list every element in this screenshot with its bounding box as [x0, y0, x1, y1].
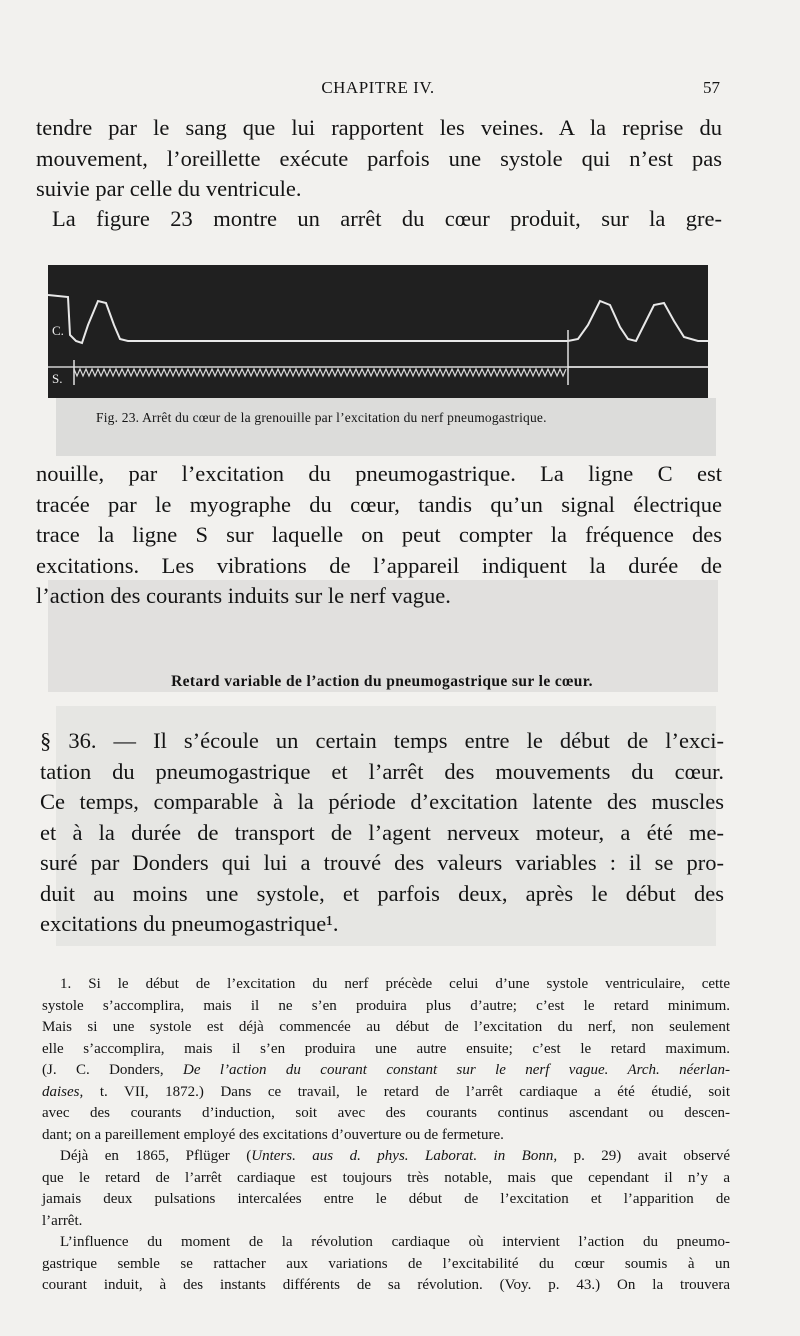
- footnote-line: dant; on a pareillement employé des excitations d’ouverture ou de fermeture.: [42, 1126, 504, 1143]
- text-line: suivie par celle du ventricule.: [36, 176, 302, 201]
- trace-label-c: C.: [52, 323, 64, 338]
- section-heading: Retard variable de l’action du pneumogastrique sur le cœur.: [171, 673, 593, 690]
- paragraph-2-start: [52, 204, 722, 235]
- text-line: duit au moins une systole, et parfois deux, après le début des: [40, 880, 724, 906]
- footnote-reference-title: Unters. aus d. phys. Laborat. in Bonn,: [251, 1148, 558, 1164]
- text-line: tendre par le sang que lui rapportent les veines. A la reprise du: [36, 115, 722, 140]
- text-line: nouille, par l’excitation du pneumogastrique. La ligne C est: [36, 461, 722, 486]
- footnote-line: l’arrêt.: [42, 1212, 83, 1229]
- footnote-line: systole s’accomplira, mais il ne s’en produira plus d’autre; c’est le retard minimum.: [42, 997, 730, 1014]
- paragraph-1: [36, 113, 722, 205]
- text-line: § 36. — Il s’écoule un certain temps entre le début de l’exci-: [40, 728, 724, 753]
- footnote-line: courant induit, à des instants différents de sa révolution. (Voy. p. 43.) On la trouvera: [42, 1277, 730, 1293]
- text-line: suré par Donders qui lui a trouvé des valeurs variables : il se pro-: [40, 850, 724, 875]
- footnote-line: Mais si une systole est déjà commencée au début de l’excitation du nerf, non seulement: [42, 1019, 730, 1035]
- text-line: tracée par le myographe du cœur, tandis qu’un signal électrique: [36, 491, 722, 517]
- text-line: mouvement, l’oreillette exécute parfois une systole qui n’est pas: [36, 145, 722, 171]
- footnote-text: t. VII, 1872.) Dans ce travail, le retard de l’arrêt cardiaque a été étudié, soit: [83, 1083, 730, 1100]
- paragraph-3: [40, 726, 724, 940]
- footnote-line: L’influence du moment de la révolution cardiaque où intervient l’action du pneumo-: [60, 1234, 730, 1250]
- page-number: 57: [703, 78, 720, 97]
- footnote-text: (J. C. Donders,: [42, 1062, 184, 1078]
- footnote-line: 1. Si le début de l’excitation du nerf précède celui d’une systole ventriculaire, cette: [60, 976, 730, 992]
- text-line: excitations. Les vibrations de l’appareil indiquent la durée de: [36, 552, 722, 578]
- text-line: excitations du pneumogastrique¹.: [40, 911, 339, 936]
- footnote-line: avec des courants d’induction, soit avec des courants continus ascendant ou descen-: [42, 1105, 730, 1121]
- footnote-reference-title: daises,: [42, 1083, 84, 1100]
- text-line: La figure 23 montre un arrêt du cœur produit, sur la gre-: [52, 206, 722, 231]
- text-line: tation du pneumogastrique et l’arrêt des mouvements du cœur.: [40, 758, 724, 784]
- footnote-line: [42, 1082, 730, 1104]
- text-line: trace la ligne S sur laquelle on peut compter la fréquence des: [36, 522, 722, 547]
- footnote-line: que le retard de l’arrêt cardiaque est toujours très notable, mais que cependant il n’y a: [42, 1169, 730, 1186]
- myograph-trace: [48, 265, 708, 398]
- footnote-text: p. 29) avait observé: [557, 1148, 731, 1164]
- trace-label-s: S.: [52, 371, 63, 386]
- footnote-reference-title: De l’action du courant constant sur le nerf vague. Arch. néerlan-: [183, 1062, 730, 1078]
- figure-caption: Fig. 23. Arrêt du cœur de la grenouille par l’excitation du nerf pneumogastrique.: [96, 410, 547, 425]
- footnote-line: [42, 1146, 730, 1168]
- footnote-line: [42, 1060, 730, 1082]
- footnote-1: [42, 974, 730, 1297]
- footnote-line: elle s’accomplira, mais il s’en produira une autre ensuite; c’est le retard maximum.: [42, 1040, 730, 1057]
- scan-shade: [56, 398, 716, 456]
- paragraph-2-continued: [36, 459, 722, 612]
- text-line: Ce temps, comparable à la période d’excitation latente des muscles: [40, 789, 724, 814]
- footnote-line: gastrique semble se rattacher aux variations de l’excitabilité du cœur soumis à un: [42, 1255, 730, 1272]
- footnote-text: Déjà en 1865, Pflüger (: [60, 1148, 252, 1164]
- text-line: et à la durée de transport de l’agent nerveux moteur, a été me-: [40, 819, 724, 845]
- figure-23-trace: [48, 265, 708, 398]
- footnote-line: jamais deux pulsations intercalées entre le début de l’excitation et l’apparition de: [42, 1191, 730, 1207]
- chapter-title: CHAPITRE IV.: [321, 78, 435, 97]
- text-line: l’action des courants induits sur le nerf vague.: [36, 583, 451, 608]
- page-header: [36, 78, 720, 102]
